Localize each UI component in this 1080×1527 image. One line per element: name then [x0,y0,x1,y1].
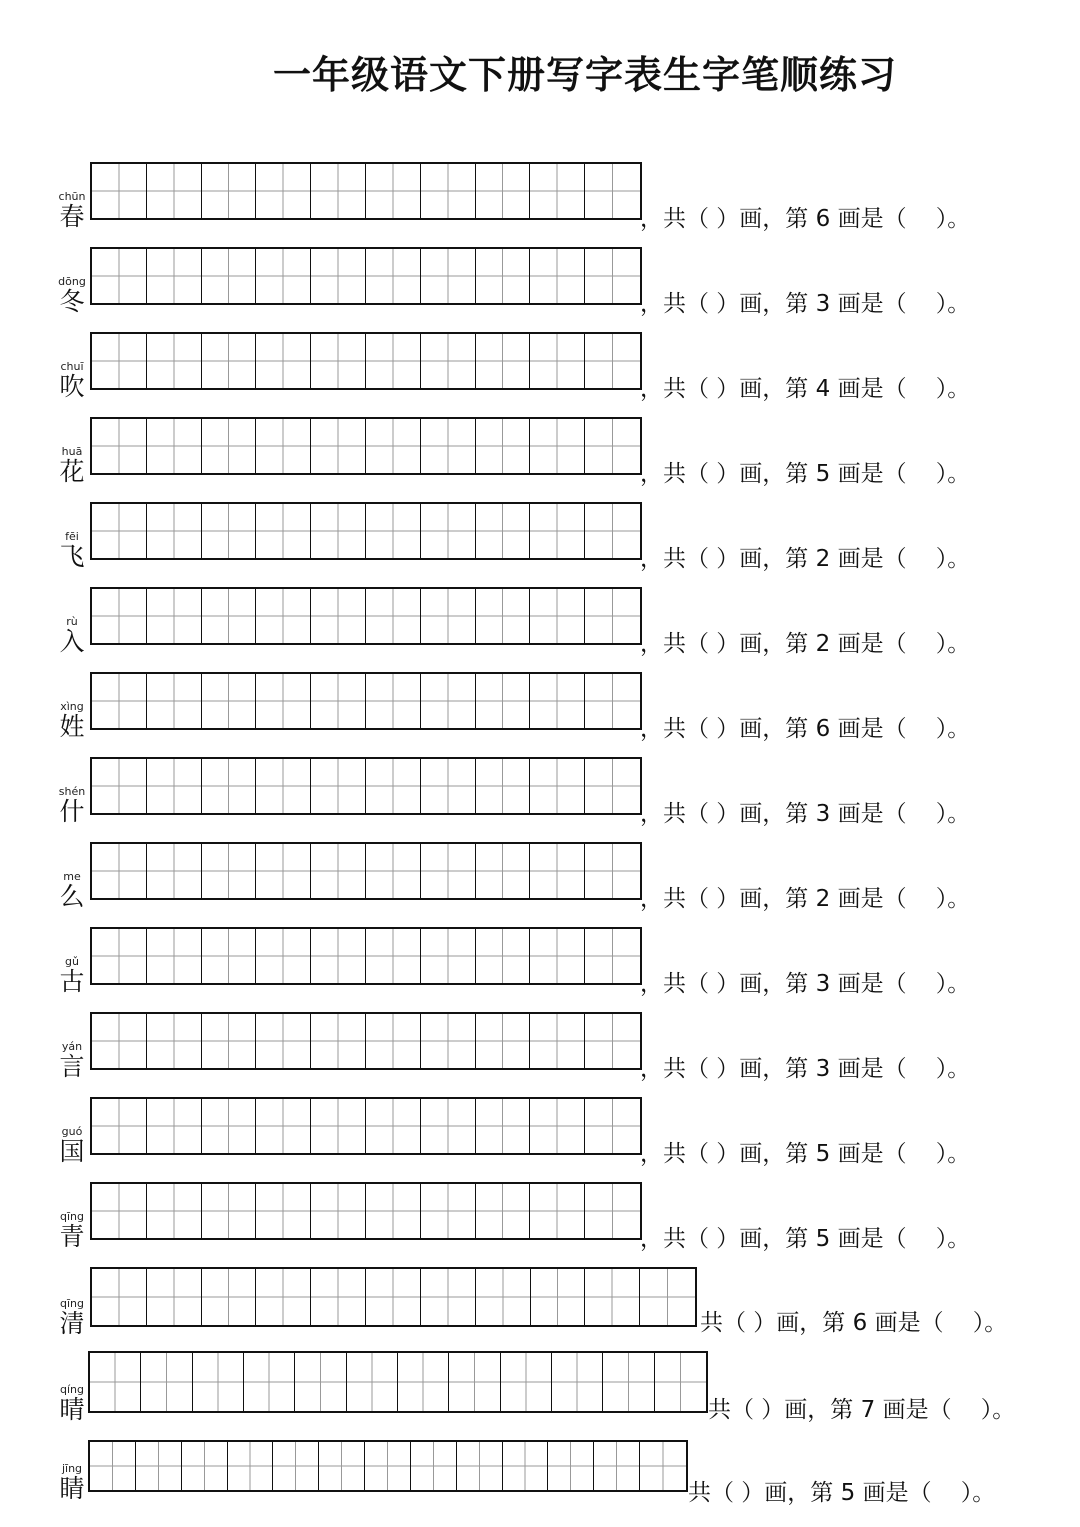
pinyin-label: qīng [60,1210,84,1223]
writing-cell[interactable] [202,589,257,643]
writing-cell[interactable] [476,1184,531,1238]
writing-cell[interactable] [202,844,257,898]
stroke-question: ，共（ ）画，第 3 画是（ ）。 [640,291,971,317]
practice-row [0,162,1080,242]
writing-cell[interactable] [585,929,640,983]
writing-cell[interactable] [457,1442,503,1490]
practice-row [0,842,1080,922]
writing-cell[interactable] [92,1099,147,1153]
writing-cell[interactable] [585,1269,640,1325]
writing-cell[interactable] [92,674,147,728]
stroke-question: ，共（ ）画，第 2 画是（ ）。 [640,546,971,572]
practice-row [0,1267,1080,1347]
writing-cell[interactable] [202,674,257,728]
stroke-question: ，共（ ）画，第 5 画是（ ）。 [640,1141,971,1167]
writing-grid[interactable] [90,502,642,560]
pinyin-label: shén [58,785,86,798]
writing-cell[interactable] [92,844,147,898]
writing-grid[interactable] [88,1440,688,1492]
character-label: 飞 [59,542,85,571]
writing-cell[interactable] [311,1269,366,1325]
pinyin-label: gǔ [65,955,79,968]
writing-cell[interactable] [256,929,311,983]
stroke-question: 共（ ）画，第 5 画是（ ）。 [688,1480,996,1506]
writing-cell[interactable] [202,334,257,388]
writing-cell[interactable] [147,589,202,643]
writing-cell[interactable] [256,334,311,388]
writing-cell[interactable] [640,1269,695,1325]
writing-cell[interactable] [640,1442,686,1490]
writing-cell[interactable] [421,334,476,388]
character-label: 姓 [59,712,85,741]
writing-cell[interactable] [585,419,640,473]
writing-cell[interactable] [256,1184,311,1238]
stroke-question: 共（ ）画，第 6 画是（ ）。 [700,1310,1008,1336]
character-label: 青 [59,1222,85,1251]
character-label: 古 [59,967,85,996]
writing-cell[interactable] [92,419,147,473]
writing-cell[interactable] [256,589,311,643]
writing-grid[interactable] [90,757,642,815]
writing-cell[interactable] [202,504,257,558]
writing-cell[interactable] [311,1099,366,1153]
writing-cell[interactable] [147,674,202,728]
writing-cell[interactable] [90,1353,141,1411]
writing-cell[interactable] [147,504,202,558]
writing-cell[interactable] [147,334,202,388]
writing-cell[interactable] [585,334,640,388]
stroke-question: ，共（ ）画，第 3 画是（ ）。 [640,971,971,997]
writing-cell[interactable] [421,674,476,728]
writing-cell[interactable] [585,844,640,898]
writing-cell[interactable] [530,929,585,983]
writing-cell[interactable] [530,674,585,728]
writing-cell[interactable] [311,504,366,558]
page-title: 一年级语文下册写字表生字笔顺练习 [272,53,897,97]
pinyin-label: yán [61,1040,83,1053]
writing-cell[interactable] [202,1099,257,1153]
writing-cell[interactable] [256,419,311,473]
writing-cell[interactable] [655,1353,706,1411]
writing-cell[interactable] [476,1099,531,1153]
stroke-question: ，共（ ）画，第 2 画是（ ）。 [640,886,971,912]
writing-grid[interactable] [88,1351,708,1413]
writing-cell[interactable] [530,419,585,473]
pinyin-label: dōng [58,275,86,288]
writing-cell[interactable] [585,1014,640,1068]
writing-cell[interactable] [594,1442,640,1490]
writing-cell[interactable] [366,334,421,388]
stroke-question: ，共（ ）画，第 5 画是（ ）。 [640,461,971,487]
stroke-question: ，共（ ）画，第 6 画是（ ）。 [640,206,971,232]
writing-cell[interactable] [366,1184,421,1238]
character-label: 吹 [59,372,85,401]
writing-cell[interactable] [202,1014,257,1068]
writing-cell[interactable] [244,1353,295,1411]
writing-cell[interactable] [476,844,531,898]
writing-cell[interactable] [421,504,476,558]
writing-grid[interactable] [90,587,642,645]
pinyin-label: guó [61,1125,83,1138]
character-label: 入 [59,627,85,656]
writing-cell[interactable] [147,844,202,898]
writing-grid[interactable] [90,927,642,985]
writing-cell[interactable] [585,674,640,728]
writing-cell[interactable] [273,1442,319,1490]
character-label: 春 [59,202,85,231]
writing-cell[interactable] [202,1184,257,1238]
practice-row [0,1097,1080,1177]
writing-cell[interactable] [256,844,311,898]
writing-cell[interactable] [92,164,147,218]
practice-row [0,502,1080,582]
practice-row [0,1351,1080,1431]
writing-cell[interactable] [476,589,531,643]
writing-cell[interactable] [366,1099,421,1153]
writing-cell[interactable] [228,1442,274,1490]
writing-cell[interactable] [92,1014,147,1068]
practice-row [0,332,1080,412]
pinyin-label: xìng [60,700,84,713]
stroke-question: ，共（ ）画，第 3 画是（ ）。 [640,801,971,827]
writing-cell[interactable] [476,164,531,218]
writing-cell[interactable] [530,504,585,558]
pinyin-label: me [63,870,81,883]
stroke-question: ，共（ ）画，第 6 画是（ ）。 [640,716,971,742]
writing-cell[interactable] [530,249,585,303]
stroke-question: ，共（ ）画，第 2 画是（ ）。 [640,631,971,657]
writing-cell[interactable] [449,1353,500,1411]
writing-cell[interactable] [202,929,257,983]
writing-cell[interactable] [92,334,147,388]
writing-cell[interactable] [366,844,421,898]
writing-cell[interactable] [92,589,147,643]
practice-row [0,1182,1080,1262]
writing-cell[interactable] [147,419,202,473]
writing-cell[interactable] [311,334,366,388]
stroke-question: ，共（ ）画，第 5 画是（ ）。 [640,1226,971,1252]
writing-cell[interactable] [530,1014,585,1068]
practice-row [0,417,1080,497]
writing-cell[interactable] [476,334,531,388]
writing-cell[interactable] [476,1014,531,1068]
writing-cell[interactable] [256,1014,311,1068]
writing-cell[interactable] [421,1014,476,1068]
writing-cell[interactable] [366,674,421,728]
writing-cell[interactable] [311,419,366,473]
writing-cell[interactable] [476,1269,531,1325]
writing-cell[interactable] [366,759,421,813]
writing-cell[interactable] [311,249,366,303]
writing-cell[interactable] [92,929,147,983]
writing-cell[interactable] [256,1269,311,1325]
writing-cell[interactable] [501,1353,552,1411]
writing-cell[interactable] [365,1442,411,1490]
writing-grid[interactable] [90,1182,642,1240]
writing-cell[interactable] [92,504,147,558]
writing-cell[interactable] [421,589,476,643]
writing-cell[interactable] [421,419,476,473]
writing-cell[interactable] [585,1099,640,1153]
writing-cell[interactable] [476,759,531,813]
writing-cell[interactable] [411,1442,457,1490]
writing-cell[interactable] [366,504,421,558]
writing-cell[interactable] [256,504,311,558]
writing-cell[interactable] [476,504,531,558]
writing-cell[interactable] [421,1184,476,1238]
writing-cell[interactable] [503,1442,549,1490]
writing-cell[interactable] [147,1184,202,1238]
stroke-question: 共（ ）画，第 7 画是（ ）。 [708,1397,1016,1423]
writing-cell[interactable] [603,1353,654,1411]
pinyin-label: fēi [65,530,79,543]
practice-row [0,247,1080,327]
writing-cell[interactable] [530,334,585,388]
pinyin-label: qíng [60,1383,84,1396]
writing-cell[interactable] [136,1442,182,1490]
character-label: 言 [59,1052,85,1081]
writing-cell[interactable] [421,844,476,898]
character-label: 花 [59,457,85,486]
writing-cell[interactable] [585,759,640,813]
writing-cell[interactable] [421,1269,476,1325]
writing-cell[interactable] [256,674,311,728]
practice-row [0,757,1080,837]
character-label: 什 [59,797,85,826]
stroke-question: ，共（ ）画，第 3 画是（ ）。 [640,1056,971,1082]
writing-cell[interactable] [311,1014,366,1068]
writing-cell[interactable] [421,759,476,813]
pinyin-label: qīng [60,1297,84,1310]
writing-cell[interactable] [585,589,640,643]
writing-cell[interactable] [311,844,366,898]
writing-grid[interactable] [90,247,642,305]
writing-cell[interactable] [92,1184,147,1238]
writing-cell[interactable] [202,249,257,303]
writing-cell[interactable] [311,1184,366,1238]
writing-cell[interactable] [476,249,531,303]
writing-cell[interactable] [182,1442,228,1490]
practice-row [0,587,1080,667]
writing-grid[interactable] [90,332,642,390]
writing-cell[interactable] [256,249,311,303]
practice-row [0,1440,1080,1520]
writing-cell[interactable] [531,1269,586,1325]
writing-cell[interactable] [585,249,640,303]
writing-cell[interactable] [202,419,257,473]
writing-cell[interactable] [202,1269,257,1325]
character-label: 晴 [59,1395,85,1424]
writing-grid[interactable] [90,1012,642,1070]
writing-cell[interactable] [90,1442,136,1490]
pinyin-label: jīng [61,1462,83,1475]
writing-cell[interactable] [366,249,421,303]
practice-row [0,927,1080,1007]
writing-cell[interactable] [92,1269,147,1325]
writing-cell[interactable] [421,164,476,218]
writing-cell[interactable] [147,929,202,983]
character-label: 么 [59,882,85,911]
writing-cell[interactable] [421,1099,476,1153]
pinyin-label: rù [66,615,78,628]
writing-cell[interactable] [141,1353,192,1411]
writing-cell[interactable] [366,164,421,218]
writing-cell[interactable] [366,419,421,473]
writing-cell[interactable] [421,249,476,303]
writing-cell[interactable] [319,1442,365,1490]
writing-cell[interactable] [193,1353,244,1411]
character-label: 睛 [59,1474,85,1503]
writing-cell[interactable] [398,1353,449,1411]
writing-cell[interactable] [202,164,257,218]
writing-cell[interactable] [311,589,366,643]
writing-cell[interactable] [476,929,531,983]
writing-cell[interactable] [347,1353,398,1411]
writing-cell[interactable] [92,249,147,303]
pinyin-label: chūn [58,190,86,203]
writing-grid[interactable] [90,1267,697,1327]
stroke-question: ，共（ ）画，第 4 画是（ ）。 [640,376,971,402]
writing-cell[interactable] [311,929,366,983]
writing-cell[interactable] [530,589,585,643]
writing-cell[interactable] [530,164,585,218]
writing-cell[interactable] [92,759,147,813]
writing-cell[interactable] [366,929,421,983]
writing-cell[interactable] [585,1184,640,1238]
pinyin-label: huā [61,445,83,458]
writing-cell[interactable] [311,674,366,728]
writing-cell[interactable] [530,844,585,898]
pinyin-label: chuī [60,360,84,373]
writing-grid[interactable] [90,672,642,730]
writing-cell[interactable] [548,1442,594,1490]
writing-grid[interactable] [90,842,642,900]
practice-row [0,1012,1080,1092]
writing-cell[interactable] [147,1014,202,1068]
writing-cell[interactable] [256,759,311,813]
character-label: 清 [59,1309,85,1338]
writing-grid[interactable] [90,162,642,220]
writing-grid[interactable] [90,417,642,475]
writing-cell[interactable] [366,1269,421,1325]
writing-cell[interactable] [366,589,421,643]
writing-cell[interactable] [530,759,585,813]
writing-cell[interactable] [147,1269,202,1325]
writing-cell[interactable] [256,1099,311,1153]
writing-cell[interactable] [366,1014,421,1068]
practice-row [0,672,1080,752]
writing-cell[interactable] [202,759,257,813]
writing-cell[interactable] [295,1353,346,1411]
writing-cell[interactable] [530,1184,585,1238]
writing-cell[interactable] [552,1353,603,1411]
writing-cell[interactable] [147,1099,202,1153]
character-label: 冬 [59,287,85,316]
writing-cell[interactable] [311,759,366,813]
writing-cell[interactable] [476,419,531,473]
writing-cell[interactable] [256,164,311,218]
writing-cell[interactable] [585,504,640,558]
writing-cell[interactable] [147,164,202,218]
writing-cell[interactable] [476,674,531,728]
writing-cell[interactable] [147,249,202,303]
writing-cell[interactable] [421,929,476,983]
writing-cell[interactable] [585,164,640,218]
writing-cell[interactable] [147,759,202,813]
character-label: 国 [59,1137,85,1166]
writing-cell[interactable] [311,164,366,218]
writing-cell[interactable] [530,1099,585,1153]
writing-grid[interactable] [90,1097,642,1155]
